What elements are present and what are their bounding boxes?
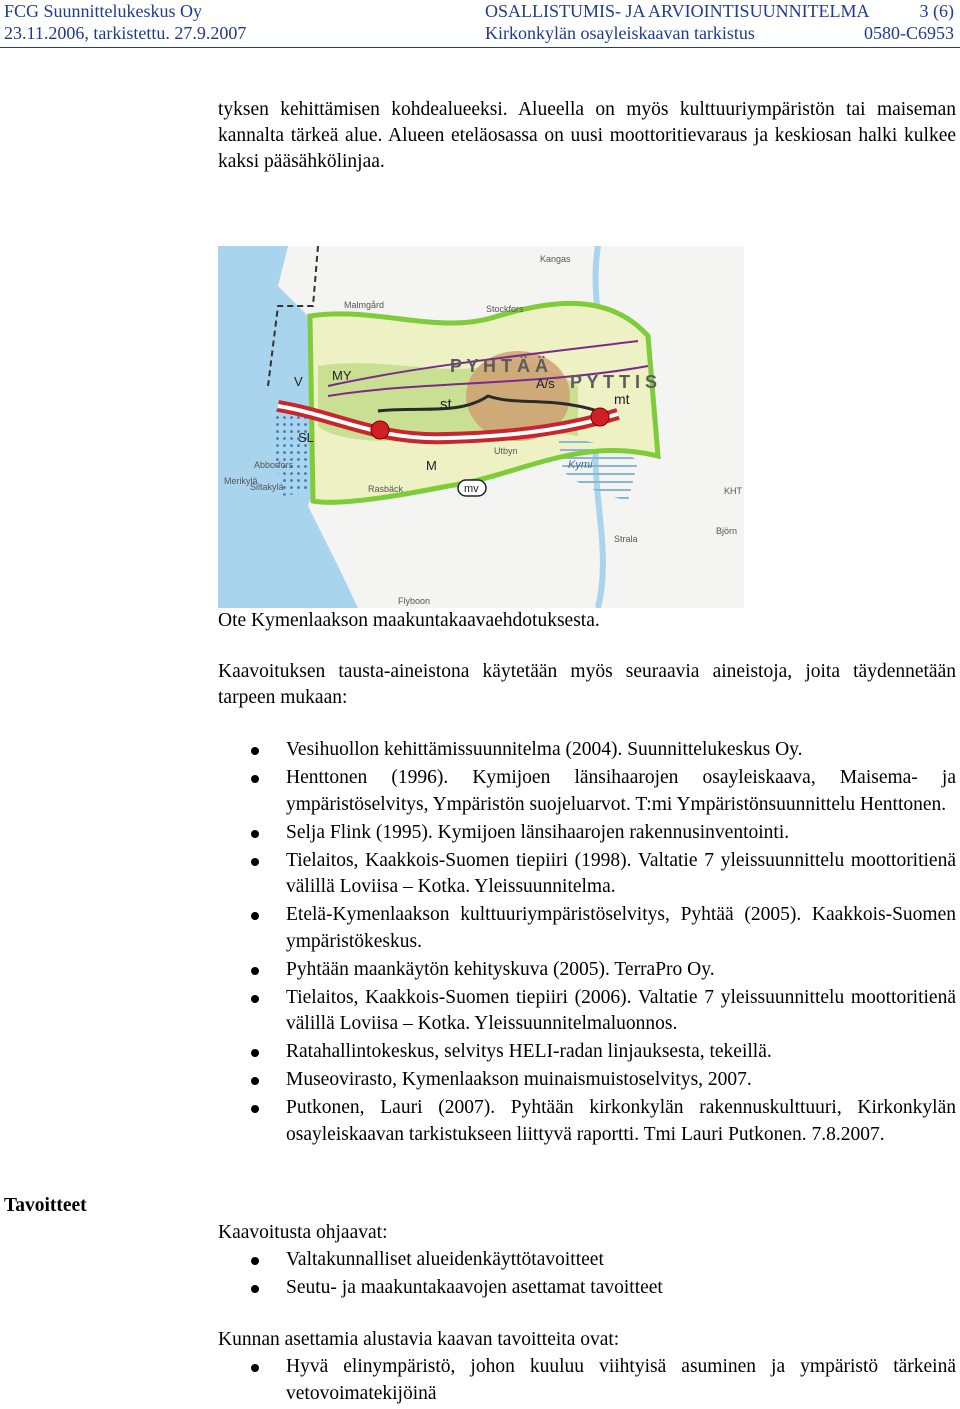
list-item: Selja Flink (1995). Kymijoen länsihaarojen rakennusinventointi. [218,820,956,847]
map-label-flyboon: Flyboon [398,596,431,606]
sources-paragraph: Kaavoituksen tausta-aineistona käytetään myös seuraavia aineistoja, joita täydennetään tarpeen mukaan: [218,661,956,708]
header-dates: 23.11.2006, tarkistettu. 27.9.2007 [4,23,247,43]
bullet-icon [251,912,259,920]
map-label-bjorn: Björn [716,526,738,536]
intro-paragraph: tyksen kehittämisen kohdealueeksi. Alueella on myös kulttuuriympäristön tai maiseman kannalta tärkeä alue. Alueen eteläosassa on uusi moottoritievaraus ja keskiosan halki kulkee kaksi pääsähkölinjaa. [218,99,956,172]
map-label-kht: KHT [724,486,742,496]
map-label-strala: Strala [614,534,638,544]
page-header [0,0,960,48]
header-right [864,0,954,44]
list-item: Putkonen, Lauri (2007). Pyhtään kirkonkylän rakennuskulttuuri, Kirkonkylän osayleiskaavan tarkistukseen liittyvä raportti. Tmi Lauri Putkonen. 7.8.2007. [218,1095,956,1148]
header-page-number: 3 (6) [919,1,954,21]
map-label-pyhtaa: P Y H T Ä Ä [450,356,549,376]
bullet-icon [251,775,259,783]
map-label-v: V [294,374,303,389]
map-label-kymi: Kymi [568,459,593,471]
regional-plan-map [218,246,744,608]
guiding-list [218,1247,956,1303]
map-label-mt: mt [614,391,630,407]
bullet-icon [251,1257,259,1265]
map-caption: Ote Kymenlaakson maakuntakaavaehdotuksesta. [218,610,600,631]
bullet-icon [251,858,259,866]
bullet-icon [251,1077,259,1085]
header-middle [485,0,870,44]
map-label-malmgard: Malmgård [344,300,385,310]
bullet-icon [251,1105,259,1113]
bullet-icon [251,967,259,975]
list-item: Valtakunnalliset alueidenkäyttötavoitteet [218,1247,956,1274]
map-junction-1 [371,421,389,439]
map-label-as: A/s [536,376,555,391]
list-item: Etelä-Kymenlaakson kulttuuriympäristöselvitys, Pyhtää (2005). Kaakkois-Suomen ympäristökeskus. [218,902,956,955]
header-doc-type: OSALLISTUMIS- JA ARVIOINTISUUNNITELMA [485,1,870,21]
map-label-sl: SL [298,430,314,445]
map-junction-2 [591,408,609,426]
bullet-icon [251,1285,259,1293]
map-label-st: st [440,396,452,413]
header-company: FCG Suunnittelukeskus Oy [4,1,203,21]
header-code: 0580-C6953 [864,23,954,43]
list-item: Seutu- ja maakuntakaavojen asettamat tavoitteet [218,1275,956,1302]
list-item: Tielaitos, Kaakkois-Suomen tiepiiri (1998). Valtatie 7 yleissuunnittelu moottoritienä välillä Loviisa – Kotka. Yleissuunnitelma. [218,848,956,901]
bullet-icon [251,830,259,838]
map-label-kangas: Kangas [540,254,571,264]
municipal-goals-label: Kunnan asettamia alustavia kaavan tavoitteita ovat: [218,1329,620,1350]
bullet-icon [251,995,259,1003]
map-drawing [218,246,744,608]
map-label-rasback: Rasbäck [368,484,404,494]
header-left [4,0,246,44]
list-item: Pyhtään maankäytön kehityskuva (2005). TerraPro Oy. [218,957,956,984]
map-label-merikyla: Merikylä [224,476,258,486]
bullet-icon [251,1364,259,1372]
sources-list [218,737,956,1150]
map-label-my: MY [332,368,352,383]
side-heading-goals: Tavoitteet [4,1195,87,1216]
map-label-utby: Utbyn [494,446,518,456]
header-divider [0,47,960,48]
map-label-abborfors: Abborfors [254,460,294,470]
list-item: Henttonen (1996). Kymijoen länsihaarojen osayleiskaava, Maisema- ja ympäristöselvitys, Ympäristön suojeluarvot. T:mi Ympäristönsuunnittelu Henttonen. [218,765,956,818]
list-item: Vesihuollon kehittämissuunnitelma (2004). Suunnittelukeskus Oy. [218,737,956,764]
bullet-icon [251,1049,259,1057]
guiding-label: Kaavoitusta ohjaavat: [218,1222,388,1243]
map-label-stockfors: Stockfors [486,304,524,314]
map-label-siltakyla: Siltakylä [250,482,284,492]
list-item: Ratahallintokeskus, selvitys HELI-radan linjauksesta, tekeillä. [218,1039,956,1066]
map-label-m: M [426,458,437,473]
map-label-mv: mv [464,483,479,495]
list-item: Museovirasto, Kymenlaakson muinaismuistoselvitys, 2007. [218,1067,956,1094]
map-label-pyttis: P Y T T I S [570,372,658,392]
list-item: Tielaitos, Kaakkois-Suomen tiepiiri (2006). Valtatie 7 yleissuunnittelu moottoritienä välillä Loviisa – Kotka. Yleissuunnitelmaluonnos. [218,985,956,1038]
municipal-goals-list [218,1354,956,1409]
list-item: Hyvä elinympäristö, johon kuuluu viihtyisä asuminen ja ympäristö tärkeinä vetovoimatekijöinä [218,1354,956,1407]
header-project: Kirkonkylän osayleiskaavan tarkistus [485,23,755,43]
bullet-icon [251,747,259,755]
